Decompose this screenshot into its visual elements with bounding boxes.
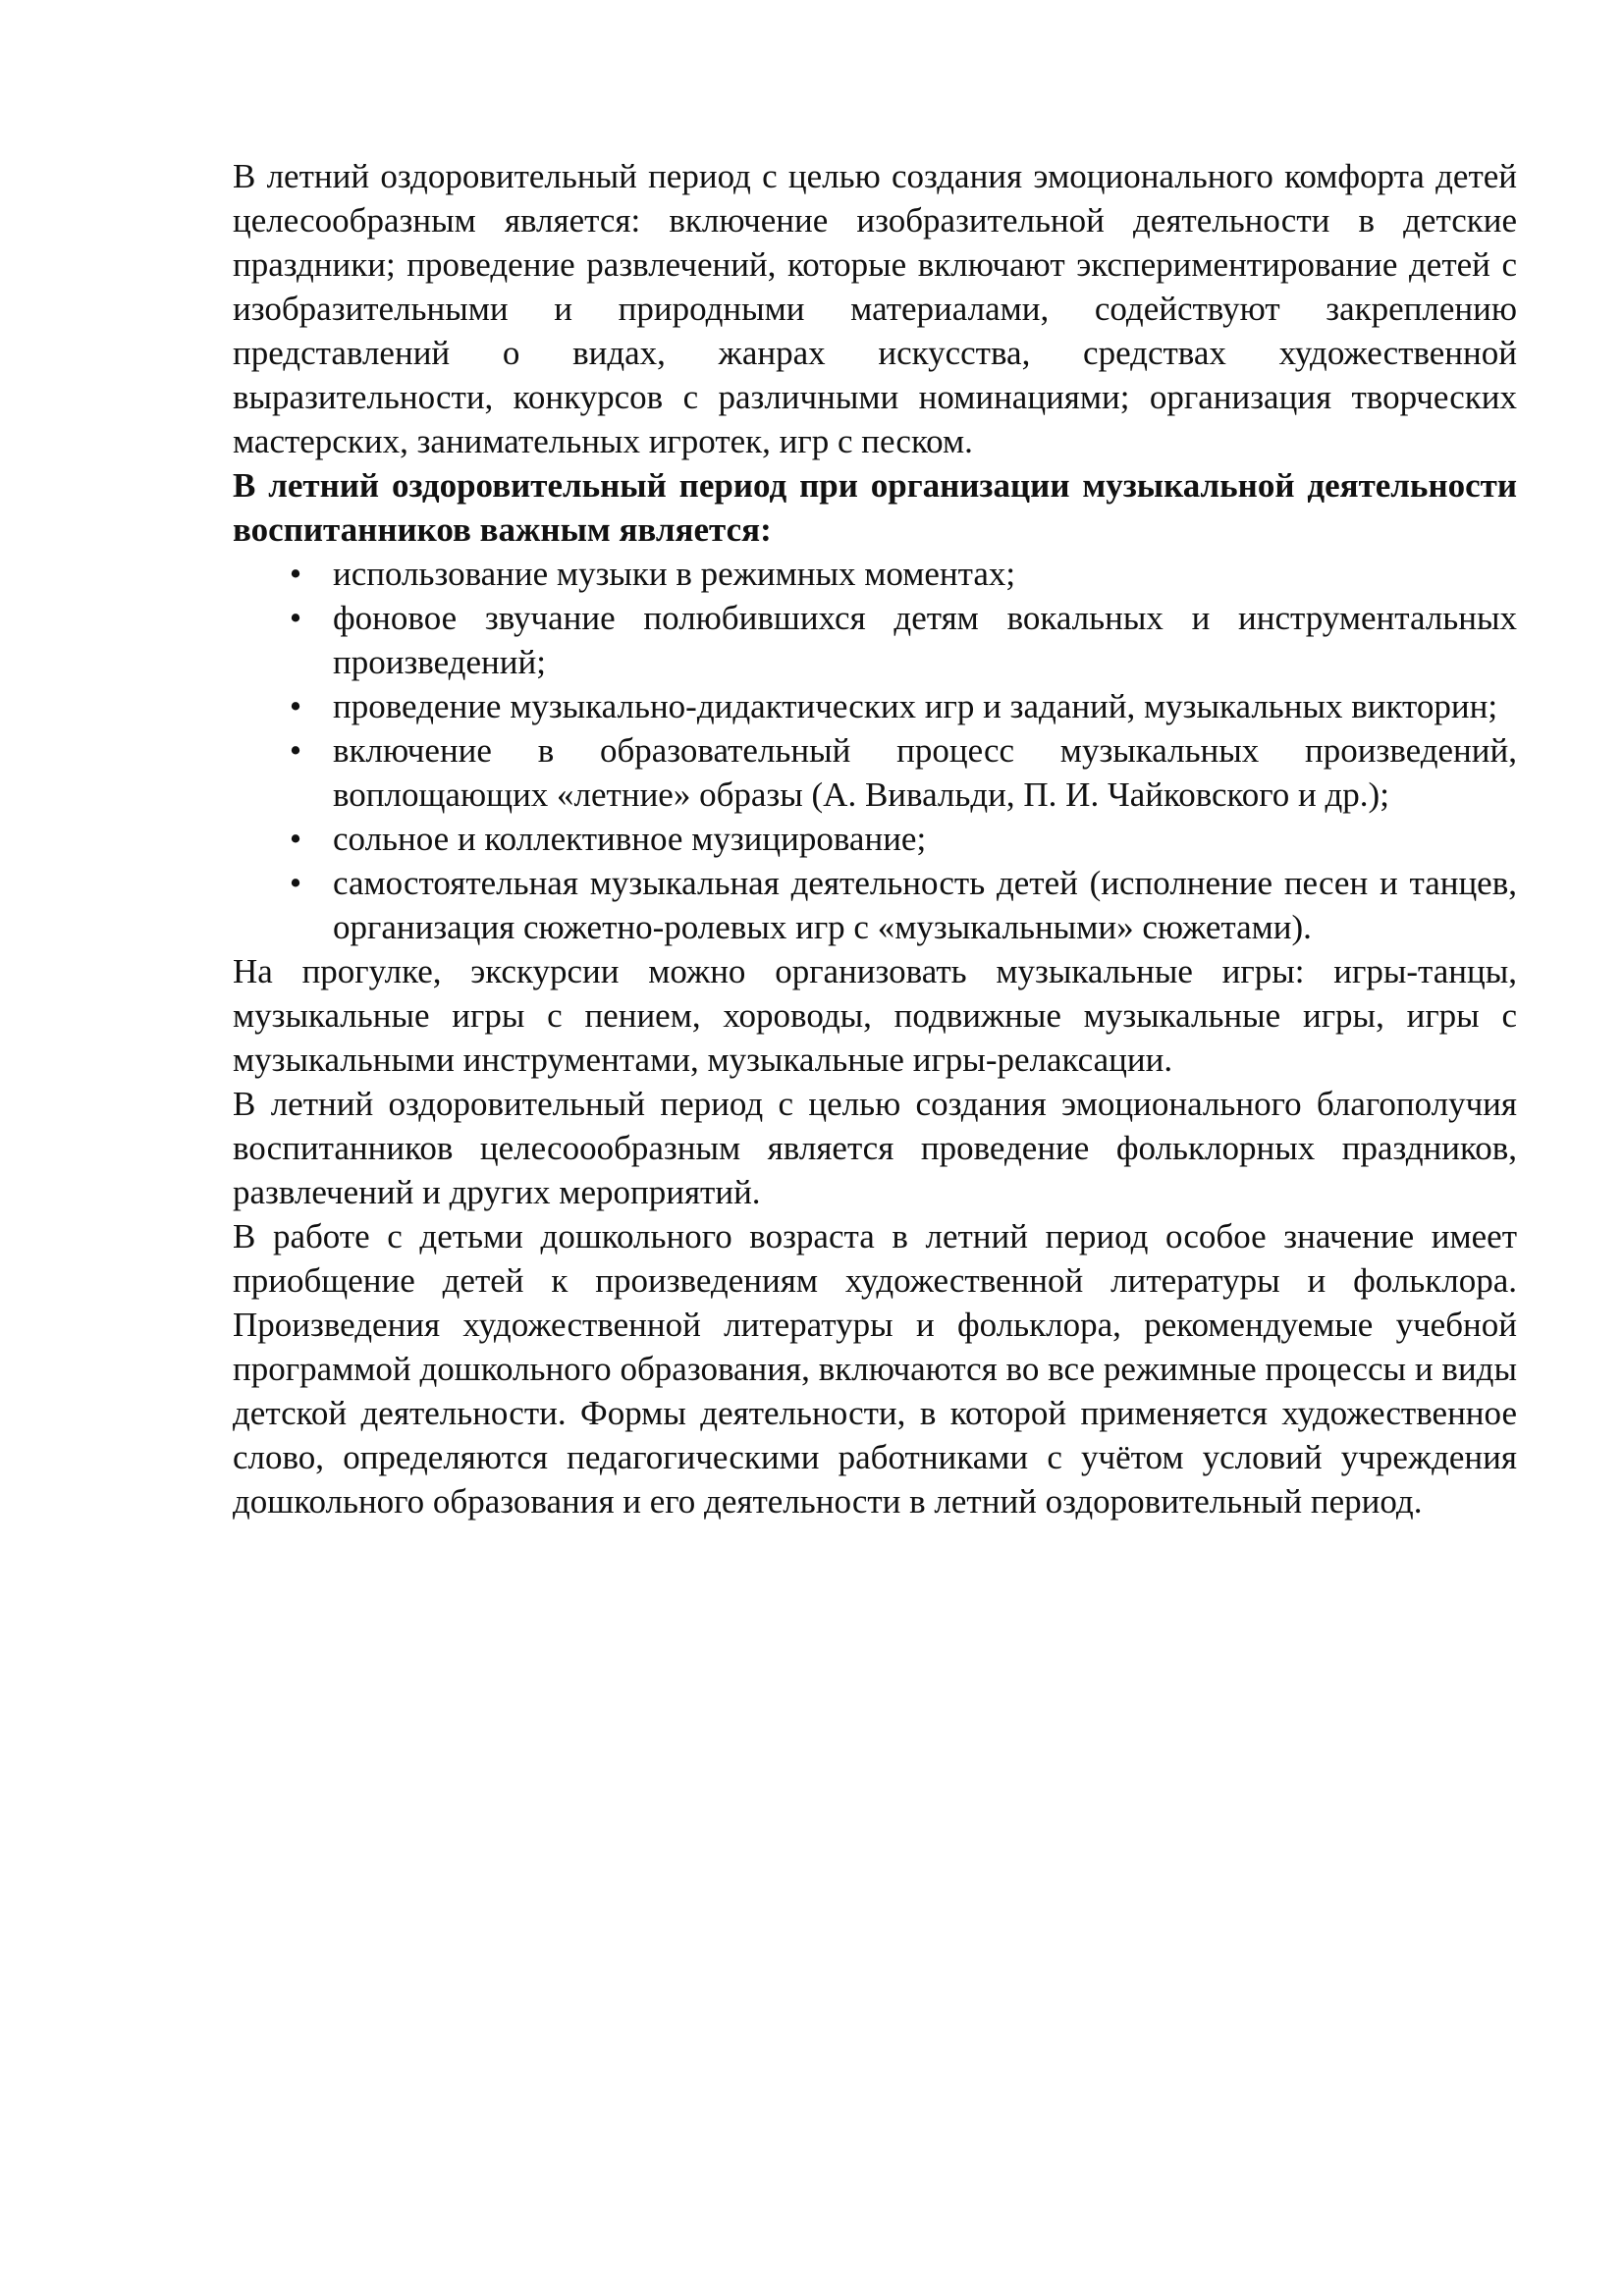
- bullet-icon: •: [289, 820, 302, 858]
- bullet-icon: •: [289, 731, 302, 770]
- paragraph-walk-games: На прогулке, экскурсии можно организовать музыкальные игры: игры-танцы, музыкальные игры с пением, хороводы, подвижные музыкальные игры, игры с музыкальными инструментами, музыкальные игры-релаксации.: [233, 952, 1517, 1079]
- document-page: [233, 154, 1517, 1523]
- list-item: [233, 817, 1517, 861]
- list-item-text: сольное и коллективное музицирование;: [333, 820, 927, 858]
- list-item: [233, 684, 1517, 728]
- paragraph-music-heading: В летний оздоровительный период при организации музыкальной деятельности воспитанников важным является:: [233, 466, 1517, 549]
- list-item-text: проведение музыкально-дидактических игр и заданий, музыкальных викторин;: [333, 687, 1498, 725]
- bullet-icon: •: [289, 687, 302, 725]
- paragraph-literature: В работе с детьми дошкольного возраста в летний период особое значение имеет приобщение детей к произведениям художественной литературы и фольклора. Произведения художественной литературы и фольклора, рекомендуемые учебной программой дошкольного образования, включаются во все режимные процессы и виды детской деятельности. Формы деятельности, в которой применяется художественное слово, определяются педагогическими работниками с учётом условий учреждения дошкольного образования и его деятельности в летний оздоровительный период.: [233, 1217, 1517, 1521]
- bullet-icon: •: [289, 555, 302, 593]
- list-item-text: использование музыки в режимных моментах;: [333, 555, 1016, 593]
- list-item-text: фоновое звучание полюбившихся детям вокальных и инструментальных произведений;: [333, 599, 1517, 681]
- paragraph-art-activity: В летний оздоровительный период с целью создания эмоционального комфорта детей целесообразным является: включение изобразительной деятельности в детские праздники; проведение развлечений, которые включают экспериментирование детей с изобразительными и природными материалами, содействуют закреплению представлений о видах, жанрах искусства, средствах художественной выразительности, конкурсов с различными номинациями; организация творческих мастерских, занимательных игротек, игр с песком.: [233, 157, 1517, 460]
- list-item-text: самостоятельная музыкальная деятельность детей (исполнение песен и танцев, организация сюжетно-ролевых игр с «музыкальными» сюжетами).: [333, 864, 1517, 946]
- list-item: [233, 596, 1517, 684]
- paragraph-folklore-events: В летний оздоровительный период с целью создания эмоционального благополучия воспитанников целесоообразным является проведение фольклорных праздников, развлечений и других мероприятий.: [233, 1085, 1517, 1211]
- list-item-text: включение в образовательный процесс музыкальных произведений, воплощающих «летние» образы (А. Вивальди, П. И. Чайковского и др.);: [333, 731, 1517, 814]
- list-item: [233, 552, 1517, 596]
- bullet-icon: •: [289, 864, 302, 902]
- bullet-icon: •: [289, 599, 302, 637]
- music-activity-list: [233, 552, 1517, 949]
- list-item: [233, 728, 1517, 817]
- list-item: [233, 861, 1517, 949]
